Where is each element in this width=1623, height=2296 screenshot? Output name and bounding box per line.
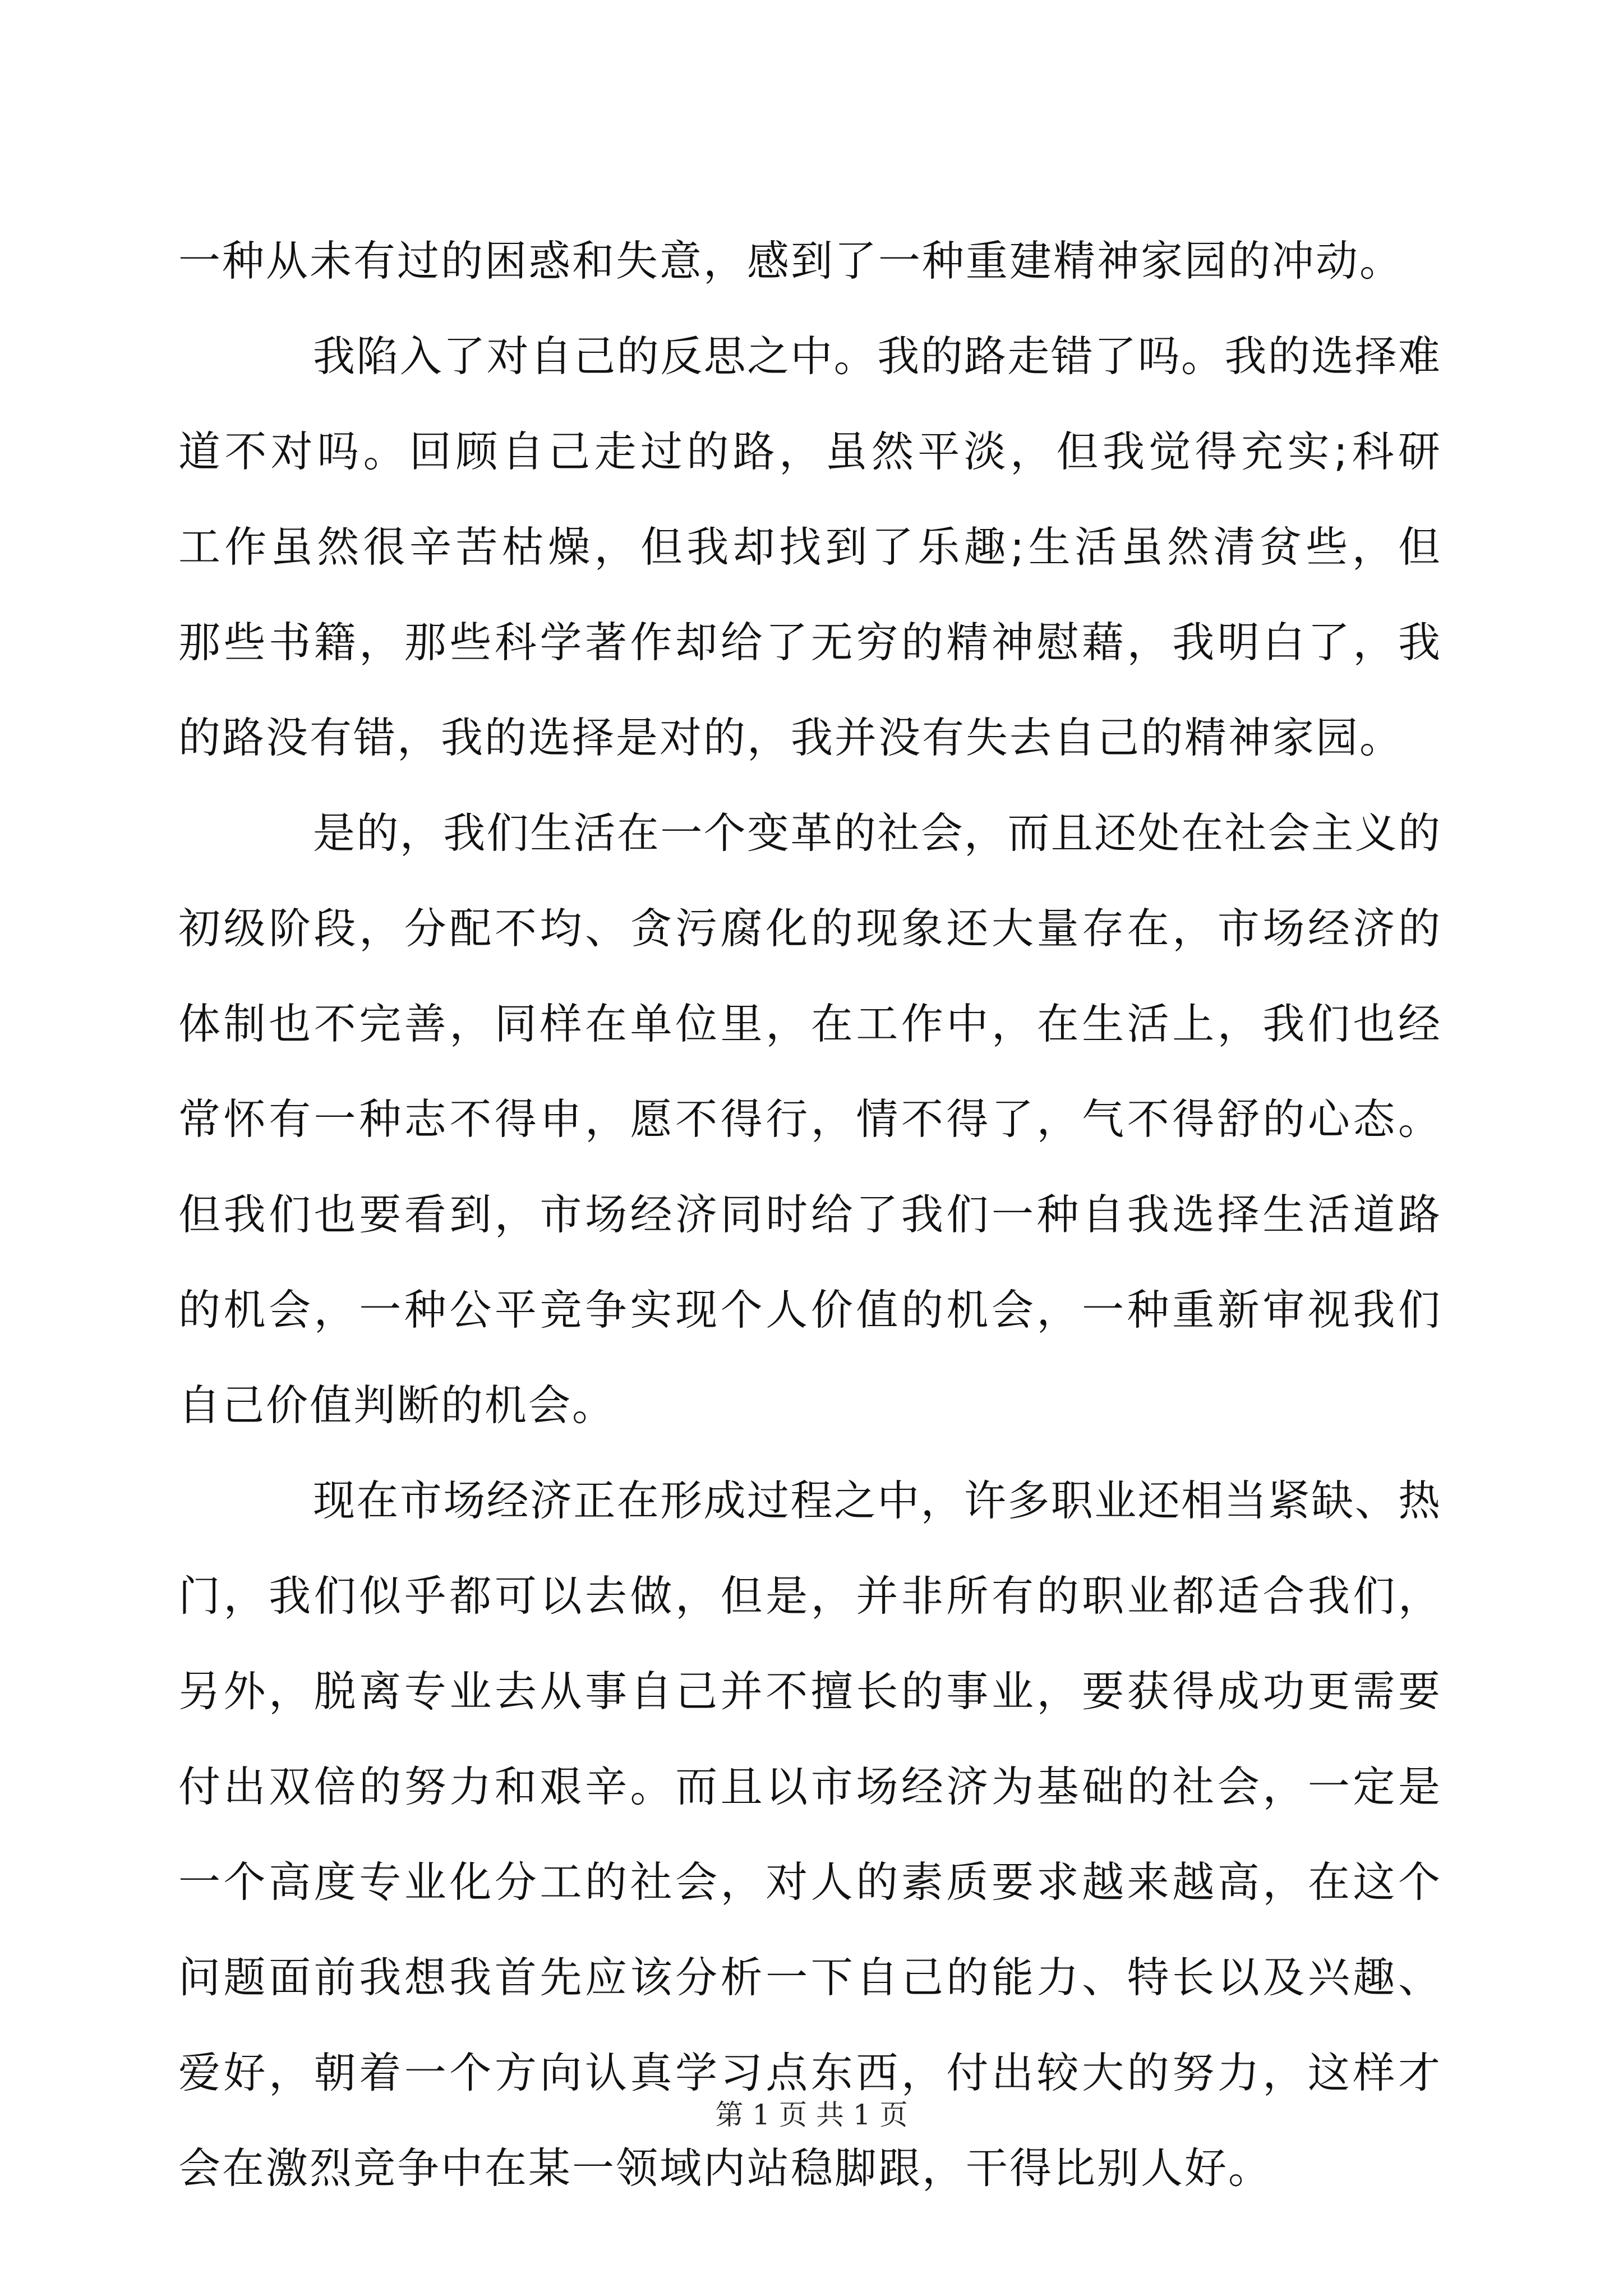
- text-line: 付出双倍的努力和艰辛。而且以市场经济为基础的社会，一定是: [178, 1762, 1440, 1811]
- text-line: 但我们也要看到，市场经济同时给了我们一种自我选择生活道路: [178, 1190, 1440, 1239]
- text-line: 自己价值判断的机会。: [178, 1381, 616, 1430]
- text-line: 一种从未有过的困惑和失意，感到了一种重建精神家园的冲动。: [178, 236, 1404, 286]
- paragraph-first-line: 是的，我们生活在一个变革的社会，而且还处在社会主义的: [313, 808, 1440, 858]
- paragraph-first-line: 现在市场经济正在形成过程之中，许多职业还相当紧缺、热: [313, 1476, 1440, 1525]
- document-body: [178, 213, 1440, 2216]
- text-line: 的路没有错，我的选择是对的，我并没有失去自己的精神家园。: [178, 713, 1404, 762]
- text-line: 常怀有一种志不得申，愿不得行，情不得了，气不得舒的心态。: [178, 1094, 1440, 1144]
- text-line: 那些书籍，那些科学著作却给了无穷的精神慰藉，我明白了，我: [178, 618, 1440, 667]
- text-line: 爱好，朝着一个方向认真学习点东西，付出较大的努力，这样才: [178, 2048, 1440, 2097]
- text-line: 初级阶段，分配不均、贪污腐化的现象还大量存在，市场经济的: [178, 904, 1440, 953]
- page-number-footer: 第 1 页 共 1 页: [715, 2099, 908, 2131]
- text-line: 体制也不完善，同样在单位里，在工作中，在生活上，我们也经: [178, 999, 1440, 1048]
- text-line: 问题面前我想我首先应该分析一下自己的能力、特长以及兴趣、: [178, 1953, 1440, 2002]
- text-line: 工作虽然很辛苦枯燥，但我却找到了乐趣;生活虽然清贫些，但: [178, 522, 1440, 572]
- text-line: 一个高度专业化分工的社会，对人的素质要求越来越高，在这个: [178, 1857, 1440, 1907]
- text-line: 另外，脱离专业去从事自己并不擅长的事业，要获得成功更需要: [178, 1667, 1440, 1716]
- text-line: 道不对吗。回顾自己走过的路，虽然平淡，但我觉得充实;科研: [178, 427, 1440, 476]
- paragraph-first-line: 我陷入了对自己的反思之中。我的路走错了吗。我的选择难: [313, 332, 1440, 381]
- text-line: 的机会，一种公平竞争实现个人价值的机会，一种重新审视我们: [178, 1285, 1440, 1335]
- text-line: 会在激烈竞争中在某一领域内站稳脚跟，干得比别人好。: [178, 2143, 1272, 2193]
- text-line: 门，我们似乎都可以去做，但是，并非所有的职业都适合我们，: [178, 1571, 1440, 1621]
